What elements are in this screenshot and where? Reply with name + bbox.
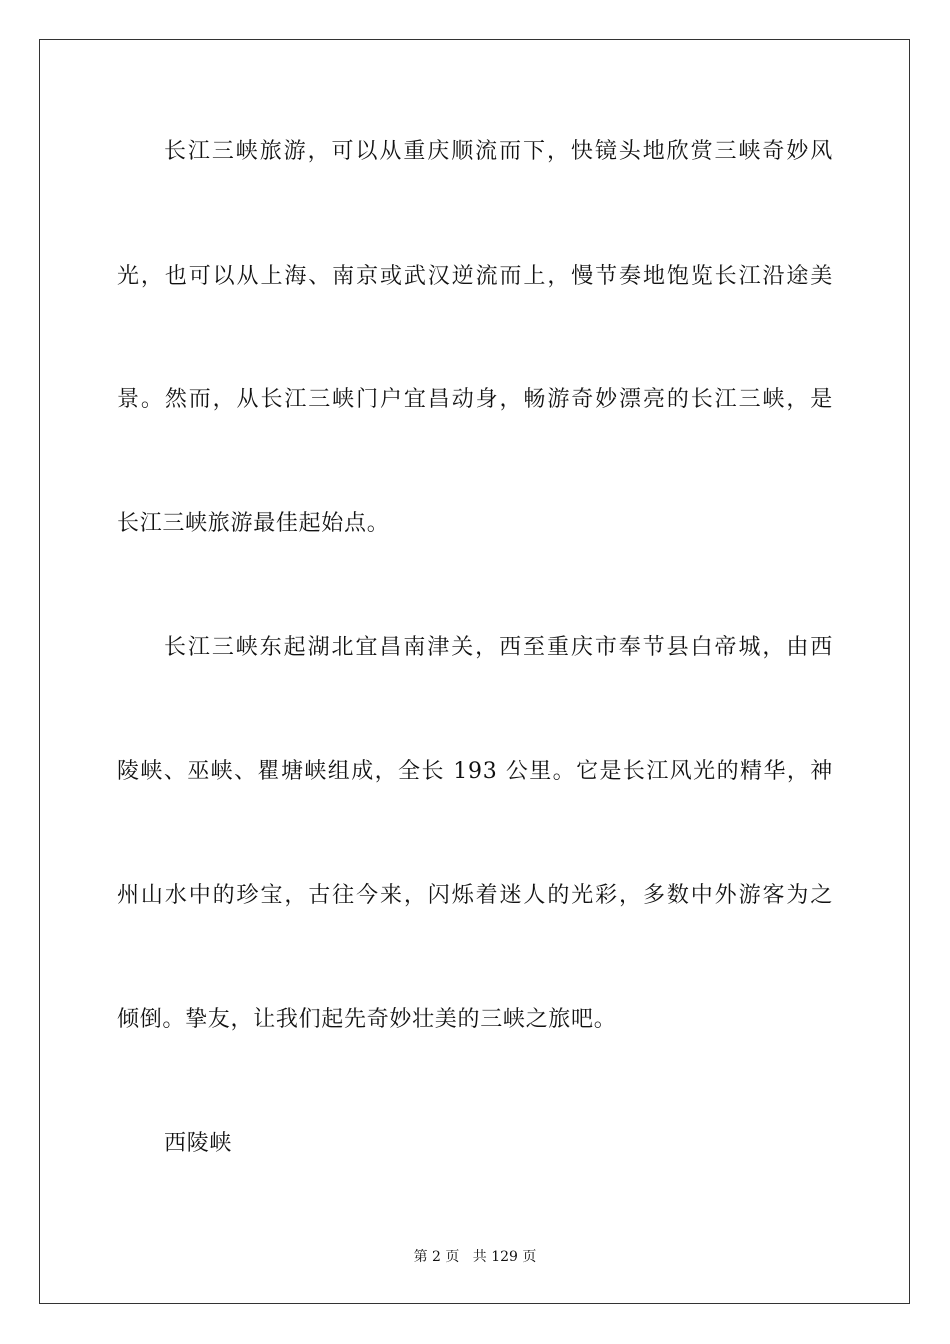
page-number-footer: 第 2 页 共 129 页 <box>413 1249 537 1265</box>
section-heading: 西陵峡 <box>164 1131 233 1156</box>
paragraph-1-line-4: 长江三峡旅游最佳起始点。 <box>117 511 390 536</box>
paragraph-2-line-1: 长江三峡东起湖北宜昌南津关，西至重庆市奉节县白帝城，由西 <box>164 635 833 660</box>
paragraph-1-line-3: 景。然而，从长江三峡门户宜昌动身，畅游奇妙漂亮的长江三峡，是 <box>117 387 833 412</box>
page-border <box>39 39 910 1304</box>
paragraph-1-line-1: 长江三峡旅游，可以从重庆顺流而下，快镜头地欣赏三峡奇妙风 <box>164 139 833 164</box>
paragraph-2-line-4: 倾倒。挚友，让我们起先奇妙壮美的三峡之旅吧。 <box>117 1007 617 1032</box>
paragraph-2-line-2: 陵峡、巫峡、瞿塘峡组成，全长 193 公里。它是长江风光的精华，神 <box>117 759 833 784</box>
paragraph-2-line-3: 州山水中的珍宝，古往今来，闪烁着迷人的光彩，多数中外游客为之 <box>117 883 833 908</box>
paragraph-1-line-2: 光，也可以从上海、南京或武汉逆流而上，慢节奏地饱览长江沿途美 <box>117 264 833 289</box>
